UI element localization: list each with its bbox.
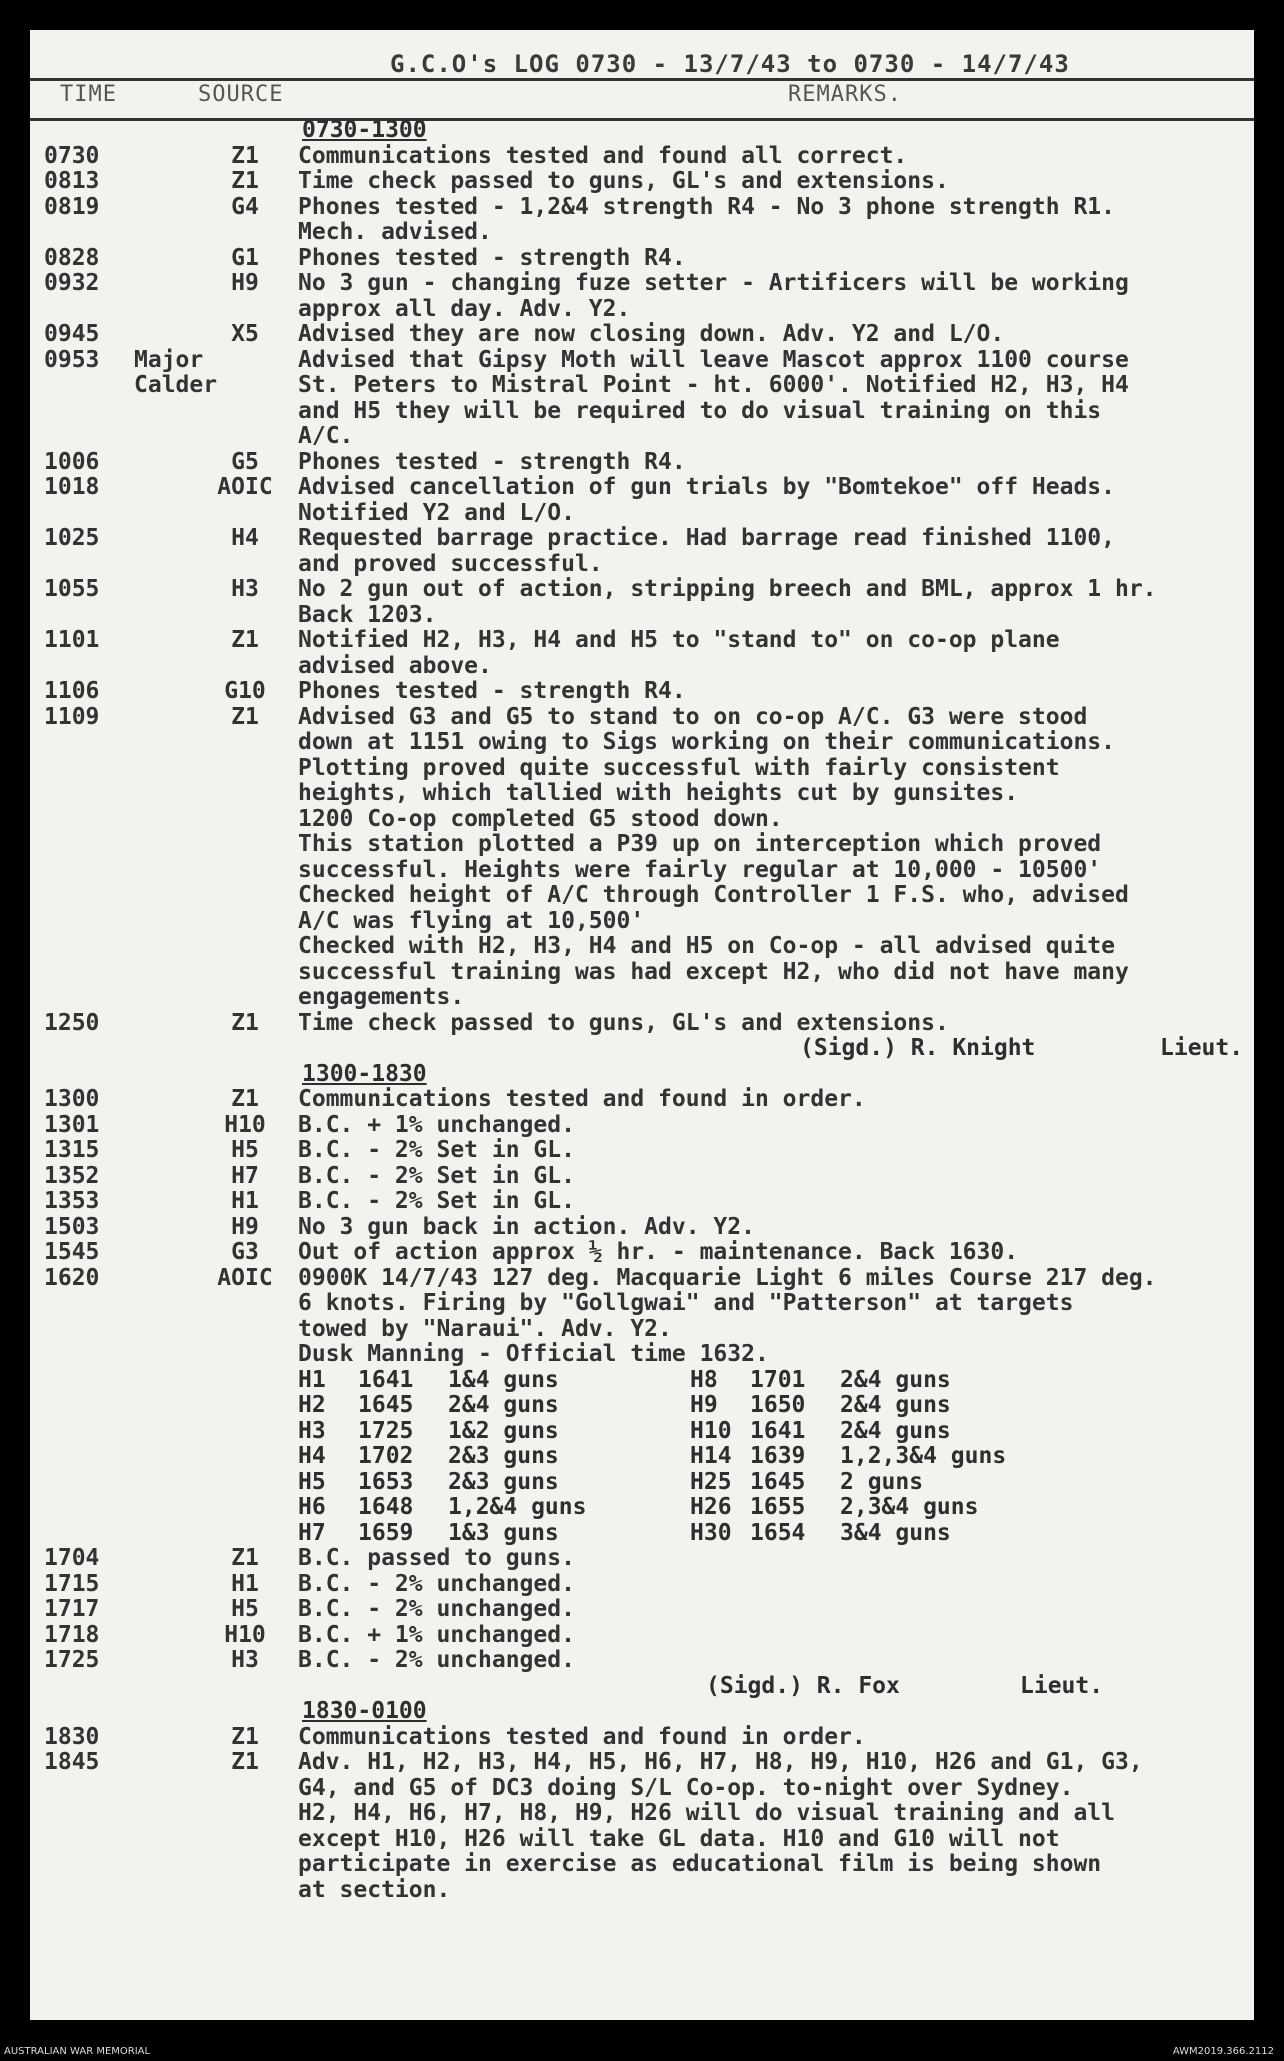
manning-unit: H7 [298, 1519, 326, 1546]
entry-remark: No 3 gun back in action. Adv. Y2. [298, 1213, 755, 1240]
entry-source: H5 [231, 1137, 259, 1163]
log-line [30, 424, 1254, 450]
entry-source: H9 [231, 270, 259, 296]
log-line [30, 144, 1254, 170]
entry-time: 1250 [44, 1009, 100, 1036]
entry-remark: No 2 gun out of action, stripping breech and BML, approx 1 hr. [298, 576, 1157, 602]
log-line [30, 552, 1254, 578]
section-time-range: 1830-0100 [302, 1698, 427, 1724]
manning-guns: 2&3 guns [448, 1468, 559, 1495]
entry-time: 1353 [44, 1188, 100, 1214]
entry-source: G4 [231, 193, 259, 220]
manning-time: 1650 [750, 1392, 806, 1418]
entry-remark: Dusk Manning - Official time 1632. [298, 1341, 769, 1367]
column-header-time: TIME [60, 82, 117, 107]
manning-guns: 2,3&4 guns [840, 1494, 979, 1520]
entry-source: Z1 [231, 1723, 259, 1750]
section-heading [30, 118, 1254, 144]
entry-remark: G4, and G5 of DC3 doing S/L Co-op. to-night over Sydney. [298, 1774, 1074, 1801]
entry-remark: engagements. [298, 984, 465, 1010]
signature-line [30, 1674, 1254, 1700]
manning-unit: H5 [298, 1468, 326, 1495]
entry-time: 0730 [44, 142, 100, 169]
entry-remark: Checked with H2, H3, H4 and H5 on Co-op - all advised quite [298, 933, 1115, 959]
entry-remark: Notified Y2 and L/O. [298, 499, 575, 526]
log-line [30, 654, 1254, 680]
manning-time: 1641 [358, 1366, 414, 1393]
manning-time: 1655 [750, 1494, 806, 1520]
log-line [30, 1164, 1254, 1190]
entry-time: 1109 [44, 703, 100, 730]
log-line [30, 705, 1254, 731]
entry-remark: A/C. [298, 423, 354, 449]
manning-time: 1645 [358, 1392, 414, 1418]
entry-source: Z1 [231, 142, 259, 169]
log-line [30, 1215, 1254, 1241]
log-line [30, 985, 1254, 1011]
entry-remark: except H10, H26 will take GL data. H10 and G10 will not [298, 1825, 1060, 1852]
entry-remark: B.C. - 2% Set in GL. [298, 1188, 575, 1214]
log-line [30, 1266, 1254, 1292]
entry-time: 1503 [44, 1213, 100, 1240]
log-line [30, 1801, 1254, 1827]
entry-time: 1106 [44, 678, 100, 704]
signature-name: (Sigd.) R. Fox [706, 1672, 900, 1699]
log-line [30, 1648, 1254, 1674]
entry-remark: Phones tested - strength R4. [298, 448, 686, 475]
log-line [30, 1597, 1254, 1623]
manning-time: 1701 [750, 1366, 806, 1393]
log-line [30, 1240, 1254, 1266]
log-line [30, 781, 1254, 807]
log-line [30, 399, 1254, 425]
entry-remark: This station plotted a P39 up on interception which proved [298, 831, 1102, 857]
entry-time: 0945 [44, 321, 100, 347]
manning-unit: H4 [298, 1443, 326, 1469]
entry-time: 1315 [44, 1137, 100, 1163]
entry-remark: Adv. H1, H2, H3, H4, H5, H6, H7, H8, H9, H10, H26 and G1, G3, [298, 1749, 1143, 1775]
entry-source: G1 [231, 244, 259, 271]
entry-source: Z1 [231, 168, 259, 194]
entry-remark: Back 1203. [298, 601, 437, 628]
entry-remark: heights, which tallied with heights cut by gunsites. [298, 780, 1019, 806]
entry-source: Major [134, 346, 204, 373]
log-line [30, 1138, 1254, 1164]
entry-source: AOIC [217, 1264, 273, 1291]
entry-source: H3 [231, 576, 259, 602]
header-rule-top [30, 78, 1254, 81]
entry-remark: approx all day. Adv. Y2. [298, 295, 631, 322]
entry-source: H4 [231, 525, 259, 551]
entry-time: 1545 [44, 1239, 100, 1265]
section-time-range: 0730-1300 [302, 117, 427, 143]
log-line [30, 220, 1254, 246]
entry-remark: Checked height of A/C through Controller 1 F.S. who, advised [298, 882, 1129, 908]
entry-remark: successful. Heights were fairly regular at 10,000 - 10500' [298, 856, 1102, 883]
entry-source: AOIC [217, 474, 273, 500]
manning-guns: 1,2,3&4 guns [840, 1443, 1007, 1469]
log-line [30, 934, 1254, 960]
entry-time: 1006 [44, 448, 100, 475]
log-line [30, 756, 1254, 782]
entry-remark: B.C. - 2% Set in GL. [298, 1162, 575, 1189]
entry-source: Z1 [231, 1749, 259, 1775]
entry-remark: Out of action approx ½ hr. - maintenance. Back 1630. [298, 1239, 1019, 1265]
log-line [30, 1725, 1254, 1751]
entry-remark: B.C. - 2% unchanged. [298, 1647, 575, 1673]
entry-remark: B.C. - 2% unchanged. [298, 1596, 575, 1622]
log-line [30, 1827, 1254, 1853]
log-line [30, 322, 1254, 348]
entry-source: G10 [224, 678, 266, 704]
entry-remark: Phones tested - 1,2&4 strength R4 - No 3 phone strength R1. [298, 193, 1115, 220]
entry-source: X5 [231, 321, 259, 347]
entry-remark: Mech. advised. [298, 219, 492, 245]
log-title: G.C.O's LOG 0730 - 13/7/43 to 0730 - 14/7/43 [390, 50, 1070, 78]
log-line [30, 832, 1254, 858]
manning-unit: H26 [690, 1494, 732, 1520]
entry-time: 1620 [44, 1264, 100, 1291]
entry-source: Z1 [231, 627, 259, 653]
entry-source: G5 [231, 448, 259, 475]
log-line [30, 526, 1254, 552]
entry-remark: and H5 they will be required to do visual training on this [298, 397, 1102, 424]
entry-time: 1715 [44, 1570, 100, 1597]
entry-source: G3 [231, 1239, 259, 1265]
entry-time: 1704 [44, 1545, 100, 1571]
entry-remark: at section. [298, 1876, 451, 1903]
log-line [30, 1342, 1254, 1368]
entry-source: H10 [224, 1111, 266, 1138]
entry-remark: down at 1151 owing to Sigs working on their communications. [298, 729, 1115, 755]
entry-remark: Advised cancellation of gun trials by "Bomtekoe" off Heads. [298, 474, 1115, 500]
log-line [30, 1291, 1254, 1317]
manning-unit: H6 [298, 1494, 326, 1520]
log-sheet [30, 30, 1254, 2020]
entry-remark: A/C was flying at 10,500' [298, 907, 645, 934]
manning-unit: H1 [298, 1366, 326, 1393]
manning-guns: 1&4 guns [448, 1366, 559, 1393]
log-line [30, 373, 1254, 399]
log-line [30, 1623, 1254, 1649]
entry-remark: B.C. + 1% unchanged. [298, 1111, 575, 1138]
entry-remark: successful training was had except H2, who did not have many [298, 958, 1129, 985]
column-header-remarks: REMARKS. [788, 82, 902, 107]
entry-remark: Plotting proved quite successful with fairly consistent [298, 754, 1060, 781]
log-line [30, 1776, 1254, 1802]
log-line [30, 909, 1254, 935]
log-line [30, 628, 1254, 654]
entry-remark: advised above. [298, 652, 492, 679]
manning-guns: 2&3 guns [448, 1443, 559, 1469]
section-time-range: 1300-1830 [302, 1060, 427, 1087]
section-heading [30, 1062, 1254, 1088]
manning-time: 1641 [750, 1417, 806, 1444]
log-line [30, 883, 1254, 909]
entry-source: Z1 [231, 1545, 259, 1571]
log-line [30, 1113, 1254, 1139]
manning-unit: H14 [690, 1443, 732, 1469]
entry-remark: Requested barrage practice. Had barrage read finished 1100, [298, 525, 1115, 551]
log-line [30, 1572, 1254, 1598]
log-line [30, 271, 1254, 297]
log-entries [30, 118, 1254, 1903]
entry-remark: 1200 Co-op completed G5 stood down. [298, 805, 783, 832]
entry-time: 1025 [44, 525, 100, 551]
signature-rank: Lieut. [1020, 1672, 1104, 1699]
log-line [30, 679, 1254, 705]
log-line [30, 1546, 1254, 1572]
entry-remark: Advised G3 and G5 to stand to on co-op A/C. G3 were stood [298, 703, 1088, 730]
entry-time: 0953 [44, 346, 100, 373]
entry-time: 0828 [44, 244, 100, 271]
log-line [30, 1317, 1254, 1343]
log-line [30, 1878, 1254, 1904]
manning-time: 1702 [358, 1443, 414, 1469]
log-line [30, 1087, 1254, 1113]
entry-time: 0932 [44, 270, 100, 296]
entry-time: 0819 [44, 193, 100, 220]
entry-source: Z1 [231, 1086, 259, 1112]
log-line [30, 1852, 1254, 1878]
log-line [30, 348, 1254, 374]
manning-guns: 2&4 guns [840, 1417, 951, 1444]
entry-source: Z1 [231, 703, 259, 730]
entry-source: H1 [231, 1188, 259, 1214]
entry-remark: Time check passed to guns, GL's and extensions. [298, 168, 949, 194]
entry-remark: B.C. - 2% Set in GL. [298, 1137, 575, 1163]
manning-unit: H3 [298, 1417, 326, 1444]
entry-remark: Advised they are now closing down. Adv. Y2 and L/O. [298, 321, 1005, 347]
manning-time: 1725 [358, 1417, 414, 1444]
log-line [30, 730, 1254, 756]
manning-guns: 2&4 guns [448, 1392, 559, 1418]
entry-time: 1725 [44, 1647, 100, 1673]
log-line [30, 1011, 1254, 1037]
entry-remark: Communications tested and found in order. [298, 1086, 866, 1112]
entry-time: 1718 [44, 1621, 100, 1648]
manning-guns: 1&3 guns [448, 1519, 559, 1546]
entry-remark: H2, H4, H6, H7, H8, H9, H26 will do visual training and all [298, 1800, 1115, 1826]
section-heading [30, 1699, 1254, 1725]
log-line [30, 577, 1254, 603]
archive-credit: AUSTRALIAN WAR MEMORIAL [4, 2046, 151, 2057]
entry-remark: St. Peters to Mistral Point - ht. 6000'. Notified H2, H3, H4 [298, 372, 1129, 398]
entry-remark: Communications tested and found all correct. [298, 142, 908, 169]
log-line [30, 501, 1254, 527]
archive-reference: AWM2019.366.2112 [1172, 2046, 1274, 2057]
entry-time: 1845 [44, 1749, 100, 1775]
entry-remark: Advised that Gipsy Moth will leave Mascot approx 1100 course [298, 346, 1129, 373]
dusk-manning-table [30, 1368, 1254, 1547]
log-line [30, 603, 1254, 629]
entry-source: H5 [231, 1596, 259, 1622]
entry-remark: towed by "Naraui". Adv. Y2. [298, 1315, 672, 1342]
entry-source-cont: Calder [134, 372, 218, 398]
entry-remark: 6 knots. Firing by "Gollgwai" and "Patterson" at targets [298, 1290, 1074, 1316]
entry-time: 0813 [44, 168, 100, 194]
entry-remark: and proved successful. [298, 550, 603, 577]
entry-time: 1300 [44, 1086, 100, 1112]
manning-guns: 1,2&4 guns [448, 1494, 587, 1520]
entry-remark: B.C. - 2% unchanged. [298, 1570, 575, 1597]
manning-time: 1648 [358, 1494, 414, 1520]
manning-unit: H10 [690, 1417, 732, 1444]
entry-time: 1018 [44, 474, 100, 500]
entry-time: 1301 [44, 1111, 100, 1138]
entry-time: 1717 [44, 1596, 100, 1622]
entry-remark: participate in exercise as educational film is being shown [298, 1851, 1102, 1877]
signature-name: (Sigd.) R. Knight [800, 1035, 1036, 1061]
manning-unit: H30 [690, 1519, 732, 1546]
entry-remark: 0900K 14/7/43 127 deg. Macquarie Light 6 miles Course 217 deg. [298, 1264, 1157, 1291]
log-line [30, 450, 1254, 476]
entry-time: 1352 [44, 1162, 100, 1189]
log-line [30, 1750, 1254, 1776]
manning-guns: 2&4 guns [840, 1366, 951, 1393]
entry-source: H3 [231, 1647, 259, 1673]
log-line [30, 807, 1254, 833]
log-line [30, 246, 1254, 272]
signature-rank: Lieut. [1160, 1035, 1244, 1061]
entry-remark: No 3 gun - changing fuze setter - Artificers will be working [298, 270, 1129, 296]
entry-remark: B.C. + 1% unchanged. [298, 1621, 575, 1648]
manning-unit: H9 [690, 1392, 718, 1418]
manning-guns: 2&4 guns [840, 1392, 951, 1418]
log-line [30, 475, 1254, 501]
log-line [30, 195, 1254, 221]
manning-guns: 2 guns [840, 1468, 924, 1495]
signature-line [30, 1036, 1254, 1062]
entry-remark: Time check passed to guns, GL's and extensions. [298, 1009, 949, 1036]
entry-source: Z1 [231, 1009, 259, 1036]
log-line [30, 297, 1254, 323]
entry-remark: Notified H2, H3, H4 and H5 to "stand to" on co-op plane [298, 627, 1060, 653]
log-line [30, 169, 1254, 195]
manning-unit: H25 [690, 1468, 732, 1495]
manning-time: 1645 [750, 1468, 806, 1495]
entry-remark: Phones tested - strength R4. [298, 678, 686, 704]
manning-time: 1654 [750, 1519, 806, 1546]
manning-unit: H8 [690, 1366, 718, 1393]
entry-time: 1055 [44, 576, 100, 602]
entry-remark: Phones tested - strength R4. [298, 244, 686, 271]
log-line [30, 858, 1254, 884]
manning-time: 1659 [358, 1519, 414, 1546]
manning-guns: 3&4 guns [840, 1519, 951, 1546]
entry-source: H7 [231, 1162, 259, 1189]
entry-source: H1 [231, 1570, 259, 1597]
entry-remark: B.C. passed to guns. [298, 1545, 575, 1571]
log-line [30, 960, 1254, 986]
entry-source: H10 [224, 1621, 266, 1648]
column-header-source: SOURCE [198, 82, 284, 107]
manning-unit: H2 [298, 1392, 326, 1418]
manning-time: 1653 [358, 1468, 414, 1495]
entry-source: H9 [231, 1213, 259, 1240]
entry-remark: Communications tested and found in order. [298, 1723, 866, 1750]
entry-time: 1101 [44, 627, 100, 653]
entry-time: 1830 [44, 1723, 100, 1750]
manning-guns: 1&2 guns [448, 1417, 559, 1444]
log-line [30, 1189, 1254, 1215]
manning-time: 1639 [750, 1443, 806, 1469]
